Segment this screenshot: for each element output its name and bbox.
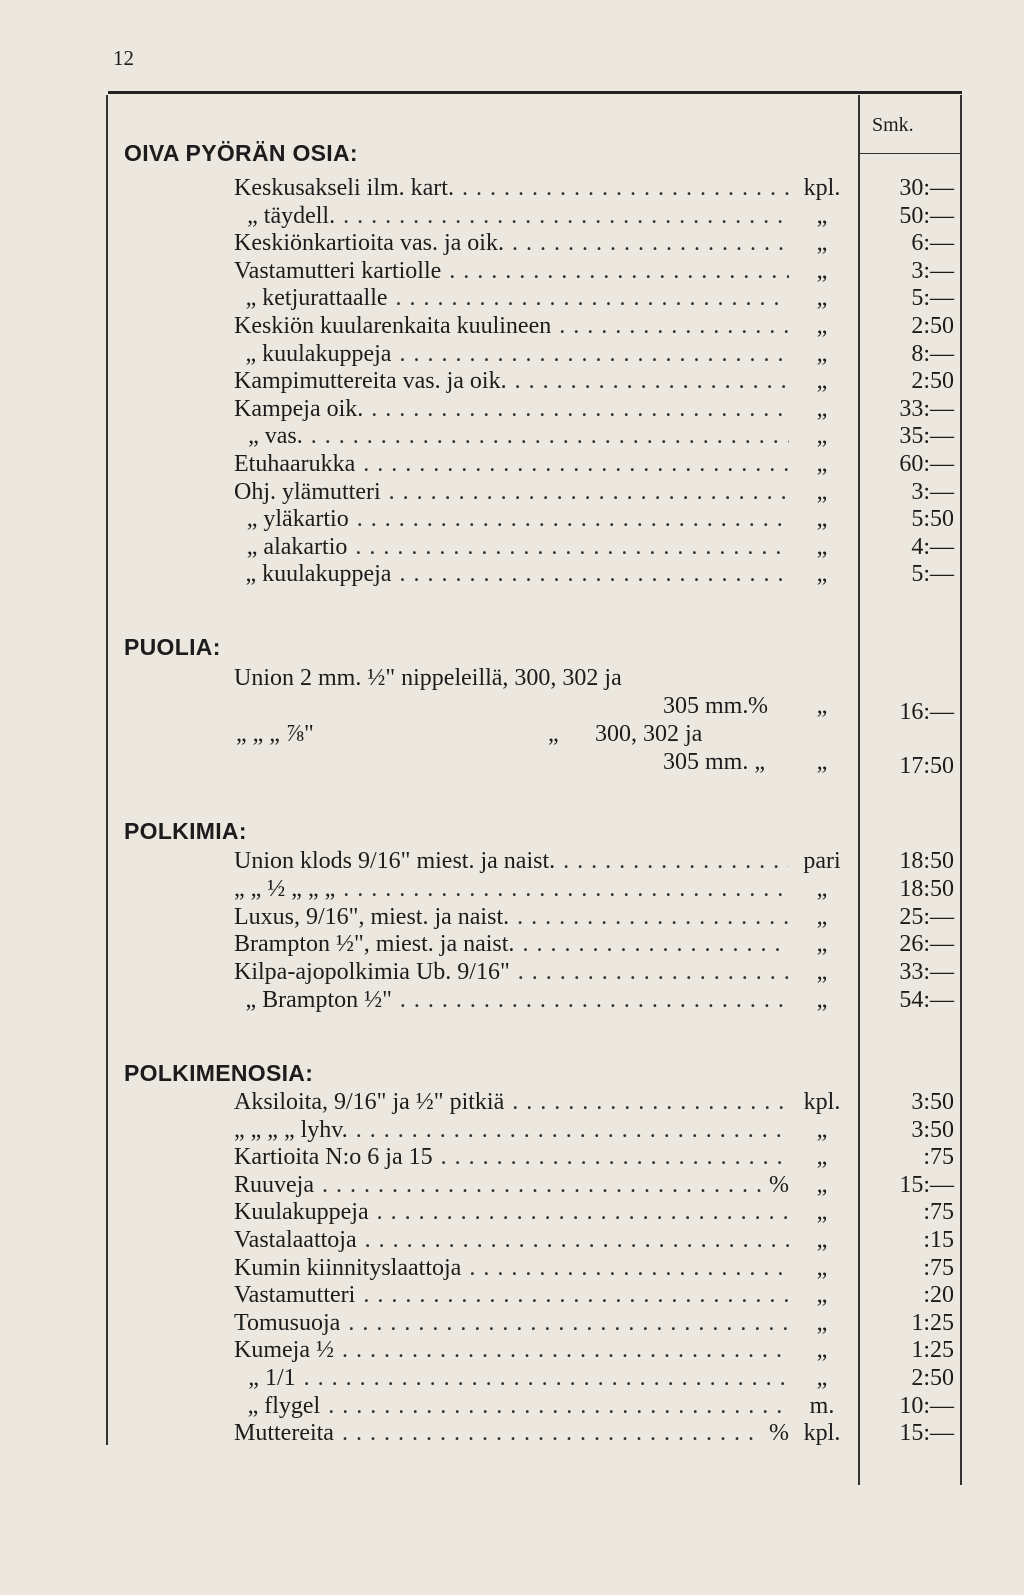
table-row (0, 313, 1024, 340)
table-row (0, 1199, 1024, 1226)
item-price: 30:— (899, 175, 954, 201)
table-row (0, 1337, 1024, 1364)
item-description (234, 1282, 789, 1309)
table-row (0, 987, 1024, 1014)
item-description (234, 1172, 789, 1199)
item-unit: „ (816, 257, 828, 284)
item-text: „ yläkartio (246, 506, 349, 533)
item-unit: „ (816, 1171, 828, 1198)
table-row (0, 1310, 1024, 1337)
item-description (234, 1199, 789, 1226)
leader-dots (399, 341, 789, 368)
item-tail: % (769, 1420, 789, 1447)
table-row (0, 1227, 1024, 1254)
item-unit: „ (816, 423, 828, 450)
item-text: Luxus, 9/16", miest. ja naist. (234, 903, 510, 930)
item-price: :15 (923, 1227, 954, 1253)
item-unit: „ (816, 368, 828, 395)
item-text: Kampeja oik. (234, 395, 364, 422)
item-price: 3:50 (911, 1089, 954, 1115)
table-row (0, 904, 1024, 931)
leader-dots (449, 258, 789, 285)
item-description (234, 396, 789, 423)
leader-dots (559, 313, 789, 340)
item-description (234, 1365, 789, 1392)
table-row (0, 479, 1024, 506)
item-price: 5:— (911, 561, 954, 588)
leader-dots (348, 1310, 789, 1337)
leader-dots (342, 1420, 763, 1447)
item-description (234, 1310, 789, 1337)
item-text: „ vas. (248, 423, 303, 450)
item-description (234, 1227, 789, 1254)
item-price: 15:— (899, 1171, 954, 1198)
item-text: „ flygel (247, 1392, 321, 1419)
item-description (234, 341, 789, 368)
puolia-line-2: 305 mm. % „ 16:— (663, 693, 954, 725)
leader-dots (469, 1255, 789, 1282)
item-unit: kpl. (803, 175, 841, 201)
item-price: 2:50 (911, 1365, 954, 1391)
item-unit: „ (816, 1116, 828, 1143)
table-row (0, 396, 1024, 423)
item-price: :75 (923, 1199, 954, 1226)
leader-dots (363, 1282, 789, 1309)
item-unit: „ (816, 1337, 828, 1364)
unit-header: Smk. (872, 114, 914, 136)
item-description (234, 1420, 789, 1447)
item-unit: „ (816, 987, 828, 1013)
item-unit: kpl. (803, 1420, 841, 1447)
item-text: „ kuulakuppeja (245, 340, 392, 367)
item-price: :20 (923, 1282, 954, 1309)
item-text: Union klods 9/16" miest. ja naist. (234, 848, 556, 874)
leader-dots (515, 368, 789, 395)
item-text: „ „ „ „ lyhv. (234, 1116, 348, 1143)
item-text: „ „ ½ „ „ „ (234, 875, 336, 902)
table-row (0, 1393, 1024, 1420)
item-unit: „ (816, 1144, 828, 1171)
leader-dots (356, 1117, 789, 1144)
item-unit: „ (816, 561, 828, 588)
item-price: 8:— (911, 340, 954, 367)
item-description (234, 175, 789, 202)
item-price: 35:— (899, 423, 954, 450)
item-text: „ ketjurattaalle (245, 285, 388, 312)
item-text: Vastamutteri (234, 1282, 356, 1309)
item-description (234, 876, 789, 903)
puolia-line-3: „ „ „ ⅞" „ 300, 302 ja (236, 721, 703, 747)
table-row (0, 506, 1024, 533)
item-description (234, 931, 789, 958)
table-row (0, 959, 1024, 986)
table-row (0, 341, 1024, 368)
leader-dots (517, 904, 789, 931)
top-rule (108, 91, 962, 94)
page-number: 12 (113, 46, 134, 70)
leader-dots (357, 506, 789, 533)
table-row (0, 848, 1024, 875)
table-row (0, 368, 1024, 395)
item-unit: „ (816, 1365, 828, 1391)
item-description (234, 451, 789, 478)
item-price: 33:— (899, 395, 954, 422)
item-price: 6:— (911, 230, 954, 257)
item-text: Keskiönkartioita vas. ja oik. (234, 230, 504, 257)
item-unit: „ (816, 1309, 828, 1336)
leader-dots (518, 959, 789, 986)
item-description (234, 1255, 789, 1282)
leader-dots (371, 396, 789, 423)
table-row (0, 534, 1024, 561)
item-text: Vastalaattoja (234, 1227, 357, 1253)
item-text: Kuulakuppeja (234, 1199, 369, 1226)
item-text: Kartioita N:o 6 ja 15 (234, 1144, 433, 1171)
item-price: 3:— (911, 478, 954, 505)
item-price: 1:25 (911, 1309, 954, 1336)
item-tail: % (769, 1171, 789, 1198)
item-unit: „ (816, 340, 828, 367)
leader-dots (462, 175, 789, 202)
table-row (0, 203, 1024, 230)
leader-dots (399, 561, 789, 588)
table-row (0, 258, 1024, 285)
item-text: Keskusakseli ilm. kart. (234, 175, 454, 201)
section-title-puolia: PUOLIA: (124, 634, 221, 660)
item-text: Muttereita (234, 1420, 334, 1447)
leader-dots (512, 1089, 789, 1116)
item-unit: „ (816, 1282, 828, 1309)
table-row (0, 876, 1024, 903)
item-price: 25:— (899, 903, 954, 930)
item-text: Aksiloita, 9/16" ja ½" pitkiä (234, 1089, 505, 1115)
puolia-line-4: 305 mm. „ „ 17:50 (663, 749, 954, 779)
table-row (0, 423, 1024, 450)
item-unit: „ (816, 478, 828, 505)
item-unit: „ (816, 285, 828, 312)
item-unit: „ (816, 931, 828, 958)
item-description (234, 285, 789, 312)
item-description (234, 423, 789, 450)
table-row (0, 1172, 1024, 1199)
item-unit: „ (816, 202, 828, 229)
leader-dots (343, 876, 789, 903)
item-description (234, 534, 789, 561)
item-text: Brampton ½", miest. ja naist. (234, 931, 515, 958)
item-text: Etuhaarukka (234, 451, 356, 477)
item-unit: „ (816, 395, 828, 422)
item-text: „ täydell. (247, 202, 336, 229)
item-text: Ruuveja (234, 1171, 314, 1198)
leader-dots (441, 1144, 789, 1171)
item-price: :75 (923, 1144, 954, 1171)
item-price: 54:— (899, 987, 954, 1013)
item-unit: „ (816, 451, 828, 477)
item-description (234, 1089, 789, 1116)
item-price: 10:— (899, 1392, 954, 1419)
table-row (0, 1255, 1024, 1282)
item-unit: m. (809, 1392, 835, 1419)
item-text: Tomusuoja (234, 1309, 341, 1336)
leader-dots (512, 230, 789, 257)
item-price: 3:— (911, 257, 954, 284)
item-description (234, 904, 789, 931)
section-title-polkimenosia: POLKIMENOSIA: (124, 1060, 314, 1086)
item-unit: „ (816, 903, 828, 930)
table-row (0, 1089, 1024, 1116)
item-text: „ kuulakuppeja (245, 561, 392, 588)
item-unit: „ (816, 506, 828, 533)
item-text: Keskiön kuularenkaita kuulineen (234, 313, 552, 339)
item-text: „ Brampton ½" (245, 987, 392, 1013)
leader-dots (355, 534, 789, 561)
item-price: 2:50 (911, 313, 954, 339)
leader-dots (389, 479, 789, 506)
table-row (0, 1282, 1024, 1309)
item-text: „ alakartio (246, 533, 348, 560)
item-price: 15:— (899, 1420, 954, 1447)
item-description (234, 1337, 789, 1364)
item-description (234, 368, 789, 395)
item-description (234, 230, 789, 257)
leader-dots (343, 203, 789, 230)
item-unit: „ (816, 959, 828, 986)
leader-dots (396, 285, 789, 312)
item-price: 5:50 (911, 506, 954, 533)
leader-dots (342, 1337, 789, 1364)
item-price: 18:50 (899, 875, 954, 902)
leader-dots (311, 423, 789, 450)
table-row (0, 931, 1024, 958)
item-description (234, 313, 789, 340)
table-row (0, 1365, 1024, 1392)
item-text: Kampimuttereita vas. ja oik. (234, 368, 507, 395)
leader-dots (563, 848, 789, 875)
leader-dots (522, 931, 789, 958)
item-price: 5:— (911, 285, 954, 312)
puolia-line-1: Union 2 mm. ½" nippeleillä, 300, 302 ja (234, 665, 622, 691)
leader-dots (377, 1199, 789, 1226)
item-price: 33:— (899, 959, 954, 986)
item-description (234, 1117, 789, 1144)
item-text: Kumin kiinnityslaattoja (234, 1254, 462, 1281)
item-unit: „ (816, 533, 828, 560)
item-unit: „ (816, 1199, 828, 1226)
section-title-polkimia: POLKIMIA: (124, 818, 247, 844)
item-text: Vastamutteri kartiolle (234, 257, 442, 284)
item-description (234, 959, 789, 986)
leader-dots (365, 1227, 789, 1254)
item-price: 3:50 (911, 1116, 954, 1143)
item-unit: „ (816, 313, 828, 339)
item-text: Kilpa-ajopolkimia Ub. 9/16" (234, 959, 510, 986)
item-price: 4:— (911, 533, 954, 560)
item-price: 1:25 (911, 1337, 954, 1364)
item-description (234, 1393, 789, 1420)
item-unit: „ (816, 1227, 828, 1253)
leader-dots (328, 1393, 789, 1420)
item-unit: „ (816, 230, 828, 257)
table-row (0, 451, 1024, 478)
leader-dots (363, 451, 789, 478)
item-description (234, 987, 789, 1014)
section-title-oiva: OIVA PYÖRÄN OSIA: (124, 140, 358, 166)
table-row (0, 175, 1024, 202)
item-description (234, 479, 789, 506)
item-price: 26:— (899, 931, 954, 958)
item-unit: kpl. (803, 1089, 841, 1115)
item-price: 50:— (899, 202, 954, 229)
header-rule (860, 153, 961, 154)
item-description (234, 848, 789, 875)
table-row (0, 1420, 1024, 1447)
item-unit: „ (816, 1254, 828, 1281)
item-text: Kumeja ½ (234, 1337, 334, 1364)
leader-dots (304, 1365, 789, 1392)
table-row (0, 230, 1024, 257)
item-description (234, 506, 789, 533)
item-description (234, 203, 789, 230)
item-text: „ 1/1 (248, 1365, 296, 1391)
leader-dots (322, 1172, 763, 1199)
table-row (0, 561, 1024, 588)
item-price: :75 (923, 1254, 954, 1281)
table-row (0, 1117, 1024, 1144)
item-price: 2:50 (911, 368, 954, 395)
item-price: 60:— (899, 451, 954, 477)
table-row (0, 1144, 1024, 1171)
item-description (234, 561, 789, 588)
item-description (234, 1144, 789, 1171)
table-row (0, 285, 1024, 312)
leader-dots (400, 987, 789, 1014)
item-unit: „ (816, 875, 828, 902)
item-unit: pari (803, 848, 841, 874)
item-text: Ohj. ylämutteri (234, 478, 381, 505)
item-description (234, 258, 789, 285)
item-price: 18:50 (899, 848, 954, 874)
